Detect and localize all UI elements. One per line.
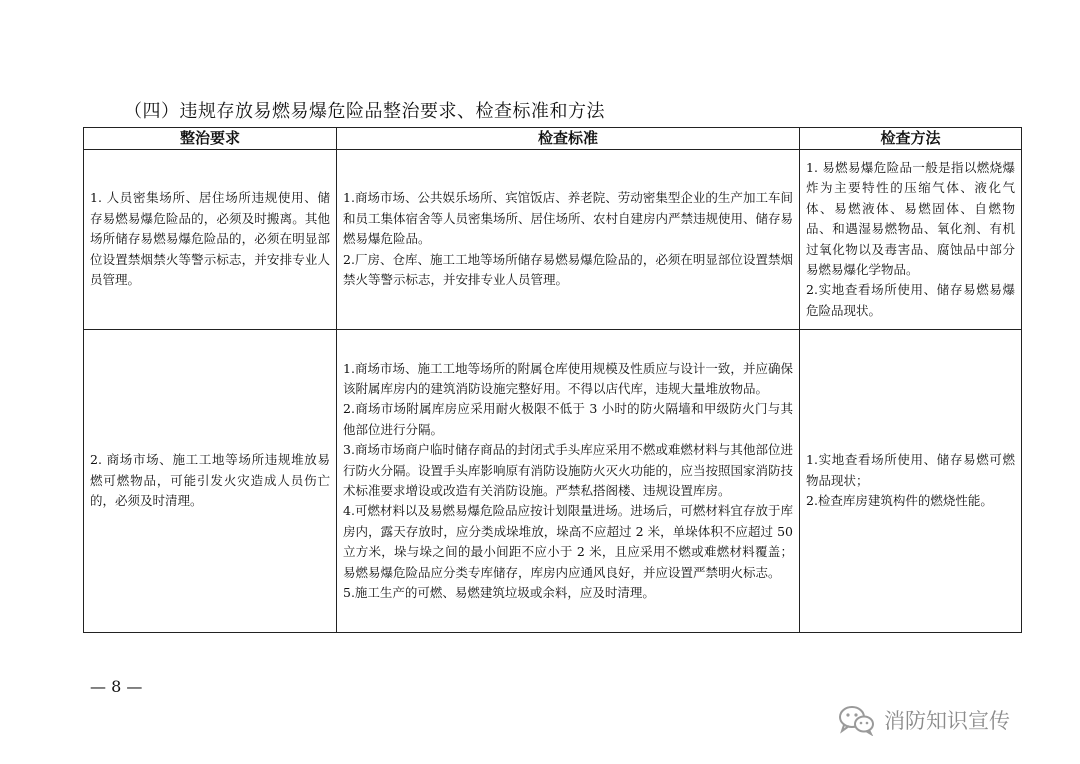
method-item: 2.检查库房建筑构件的燃烧性能。: [806, 493, 993, 509]
watermark: [838, 700, 1010, 740]
method-item: 2.实地查看场所使用、储存易燃易爆危险品现状。: [806, 282, 1015, 318]
rectification-table: [83, 127, 1022, 633]
table-row: [84, 330, 1022, 633]
standard-item: 3.商场市场商户临时储存商品的封闭式手头库应采用不燃或难燃材料与其他部位进行防火分隔。设置手头库影响原有消防设施防火灭火功能的，应当按照国家消防技术标准要求增设或改造有关消防设施。严禁私搭阁楼、违规设置库房。: [343, 442, 794, 498]
page-number: — 8 —: [90, 677, 143, 696]
cell-method: [800, 150, 1022, 330]
standard-item: 5.施工生产的可燃、易燃建筑垃圾或余料，应及时清理。: [343, 585, 655, 601]
method-item: 1.实地查看场所使用、储存易燃可燃物品现状；: [806, 452, 1015, 488]
cell-requirement: [84, 150, 337, 330]
table-header-row: [84, 128, 1022, 150]
cell-method: [800, 330, 1022, 633]
section-title: （四）违规存放易燃易爆危险品整治要求、检查标准和方法: [124, 101, 605, 122]
requirement-text: 1. 人员密集场所、居住场所违规使用、储存易燃易爆危险品的，必须及时搬离。其他场所储存易燃易爆危险品的，必须在明显部位设置禁烟禁火等警示标志，并安排专业人员管理。: [90, 190, 330, 288]
header-standard: 检查标准: [337, 128, 800, 150]
cell-standard: [337, 150, 800, 330]
header-requirement: 整治要求: [84, 128, 337, 150]
table-row: [84, 150, 1022, 330]
method-item: 1. 易燃易爆危险品一般是指以燃烧爆炸为主要特性的压缩气体、液化气体、易燃液体、易燃固体、自燃物品、和遇湿易燃物品、氧化剂、有机过氧化物以及毒害品、腐蚀品中部分易燃易爆化学物品。: [806, 159, 1015, 277]
requirement-text: 2. 商场市场、施工工地等场所违规堆放易燃可燃物品，可能引发火灾造成人员伤亡的，必须及时清理。: [90, 452, 330, 509]
standard-item: 2.厂房、仓库、施工工地等场所储存易燃易爆危险品的，必须在明显部位设置禁烟禁火等警示标志，并安排专业人员管理。: [343, 251, 793, 288]
standard-item: 1.商场市场、公共娱乐场所、宾馆饭店、养老院、劳动密集型企业的生产加工车间和员工集体宿舍等人员密集场所、居住场所、农村自建房内严禁违规使用、储存易燃易爆危险品。: [343, 190, 794, 247]
cell-standard: [337, 330, 800, 633]
cell-requirement: [84, 330, 337, 633]
header-method: 检查方法: [800, 128, 1022, 150]
standard-item: 1.商场市场、施工工地等场所的附属仓库使用规模及性质应与设计一致，并应确保该附属库房内的建筑消防设施完整好用。不得以店代库，违规大量堆放物品。: [343, 360, 793, 396]
wechat-icon: [838, 704, 876, 736]
standard-item: 2.商场市场附属库房应采用耐火极限不低于 3 小时的防火隔墙和甲级防火门与其他部位进行分隔。: [343, 401, 793, 437]
watermark-text: 消防知识宣传: [884, 709, 1010, 733]
standard-item: 4.可燃材料以及易燃易爆危险品应按计划限量进场。进场后，可燃材料宜存放于库房内，露天存放时，应分类成垛堆放，垛高不应超过 2 米，单垛体积不应超过 50 立方米，垛与垛之间的最小间距不应小于 2 米，且应采用不燃或难燃材料覆盖；易燃易爆危险品应分类专库储存，库房内应通风良好，并应设置严禁明火标志。: [343, 503, 793, 580]
